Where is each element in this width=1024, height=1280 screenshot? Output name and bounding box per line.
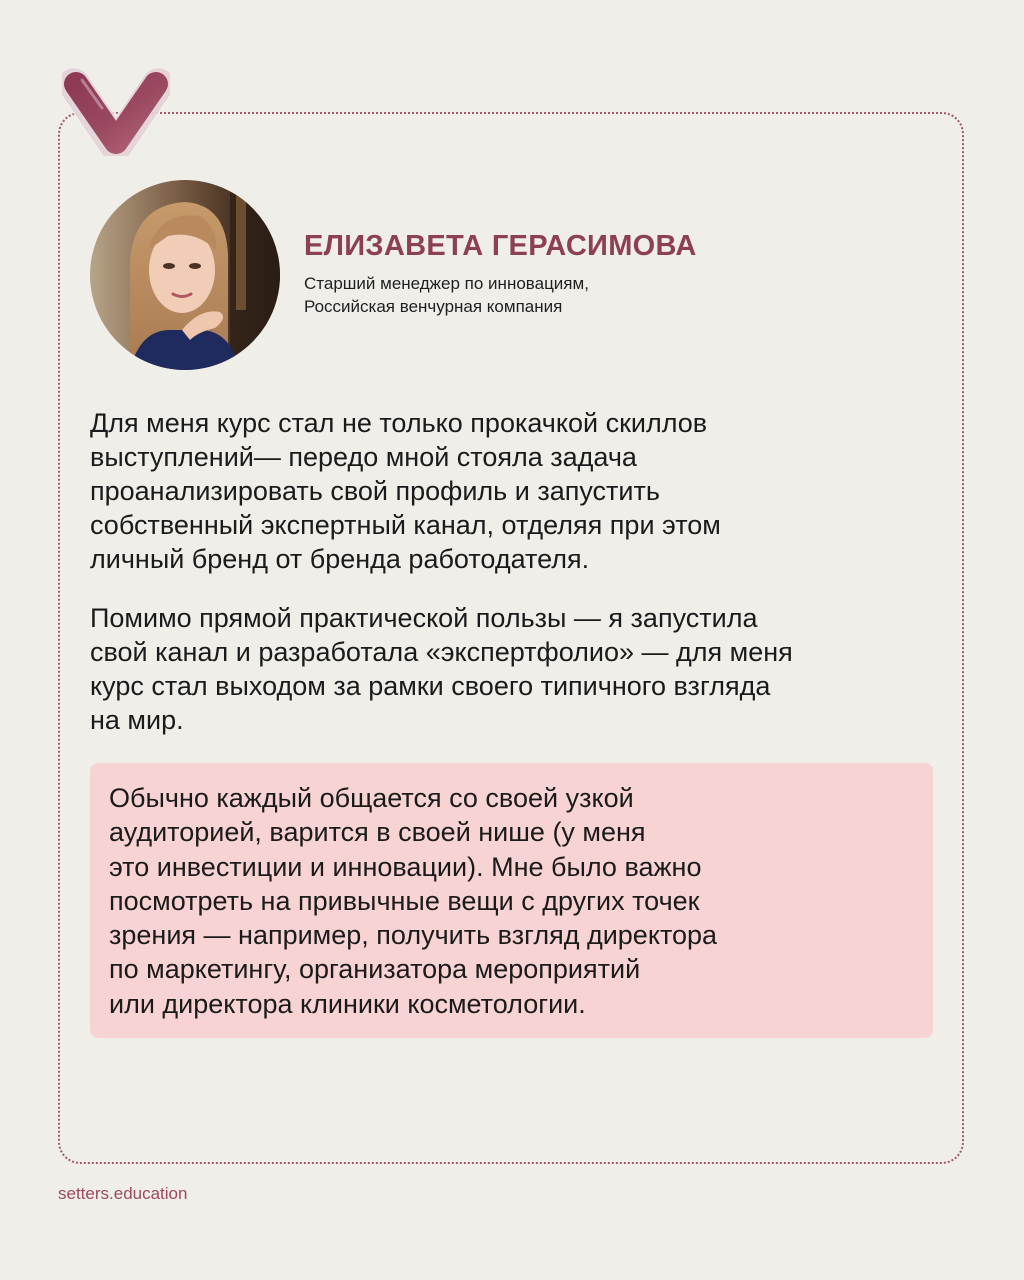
setters-v-logo-icon (62, 60, 170, 156)
text-line: Помимо прямой практической пользы — я запустила (90, 603, 758, 633)
text-line: свой канал и разработала «экспертфолио» — для меня (90, 637, 793, 667)
text-line: личный бренд от бренда работодателя. (90, 544, 590, 574)
role-line: Российская венчурная компания (304, 297, 563, 316)
footer-website: setters.education (58, 1184, 188, 1203)
person-role (304, 272, 589, 318)
testimonial-paragraph-2 (90, 601, 793, 737)
text-line: Для меня курс стал не только прокачкой скиллов (90, 408, 708, 438)
quote-line: аудиторией, варится в своей нише (у меня (109, 817, 646, 848)
text-line: собственный экспертный канал, отделяя при этом (90, 510, 721, 540)
quote-line: Обычно каждый общается со своей узкой (109, 783, 634, 813)
quote-line: зрения — например, получить взгляд директора (109, 920, 718, 951)
text-line: выступлений— передо мной стояла задача (90, 442, 637, 472)
text-line: курс стал выходом за рамки своего типичного взгляда (90, 671, 771, 701)
person-name: ЕЛИЗАВЕТА ГЕРАСИМОВА (304, 230, 697, 262)
text-line: на мир. (90, 705, 184, 735)
portrait-image (90, 180, 280, 370)
text-line: проанализировать свой профиль и запустить (90, 476, 660, 506)
quote-line: или директора клиники косметологии. (109, 988, 586, 1019)
quote-line: это инвестиции и инновации). Мне было важно (109, 851, 702, 882)
highlight-quote-box (90, 763, 933, 1038)
quote-line: по маркетингу, организатора мероприятий (109, 954, 641, 985)
quote-line: посмотреть на привычные вещи с других точек (109, 885, 700, 916)
testimonial-paragraph-1 (90, 406, 721, 576)
role-line: Старший менеджер по инновациям, (304, 274, 589, 293)
avatar (90, 180, 280, 370)
